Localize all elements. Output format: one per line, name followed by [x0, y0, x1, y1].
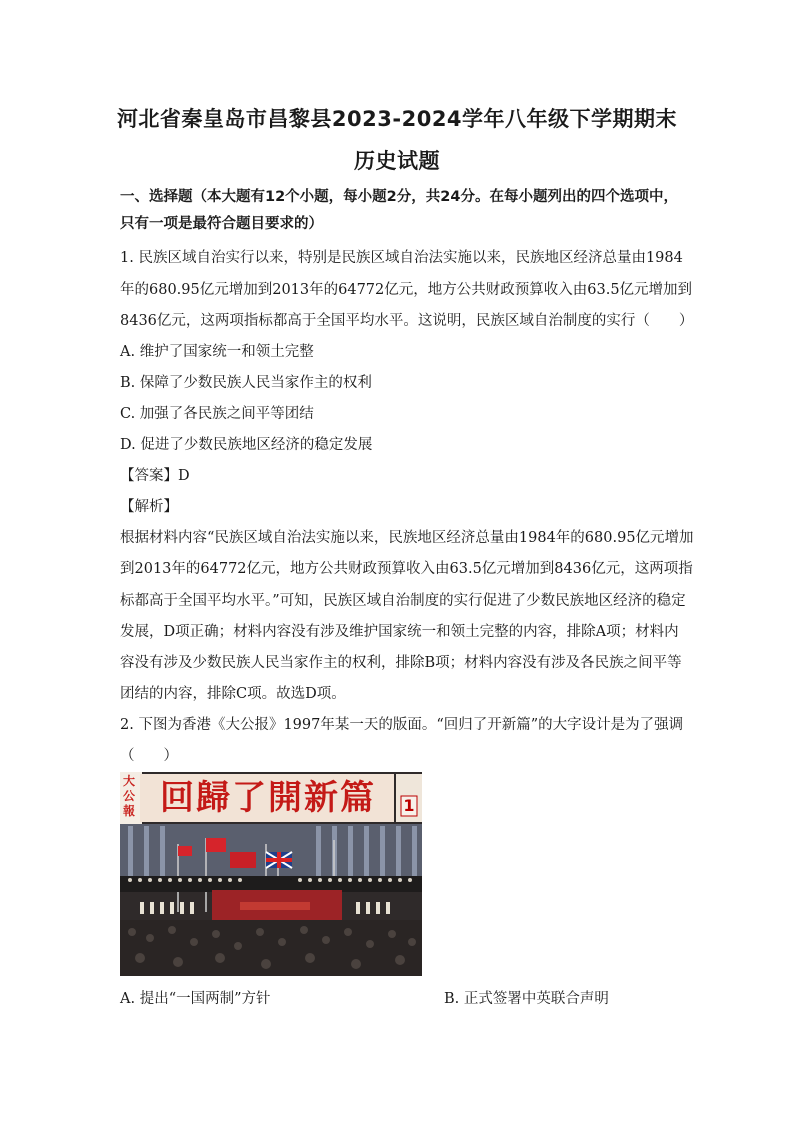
- q1-analysis-label: 【解析】: [120, 499, 178, 515]
- q2-stem-line-2: （ ）: [120, 748, 178, 764]
- q1-analysis-line-5: 容没有涉及少数民族人民当家作主的权利，排除B项；材料内容没有涉及各民族之间平等: [120, 655, 682, 671]
- q1-answer: 【答案】D: [120, 468, 190, 484]
- q1-option-b: B. 保障了少数民族人民当家作主的权利: [120, 375, 372, 391]
- photo-headline: 回歸了開新篇: [160, 778, 376, 818]
- q1-stem-line-3: 8436亿元，这两项指标都高于全国平均水平。这说明，民族区域自治制度的实行（ ）: [120, 313, 694, 329]
- q1-analysis-line-3: 标都高于全国平均水平。”可知，民族区域自治制度的实行促进了少数民族地区经济的稳定: [120, 593, 686, 609]
- photo-corner-number: 1: [403, 796, 415, 815]
- title-line-1: 河北省秦皇岛市昌黎县2023-2024学年八年级下学期期末: [116, 107, 678, 131]
- section-heading: [120, 184, 680, 238]
- q1-option-a: A. 维护了国家统一和领土完整: [120, 344, 314, 360]
- q2-option-b: B. 正式签署中英联合声明: [444, 991, 609, 1007]
- section-heading-line-1: 一、选择题（本大题有12个小题，每小题2分，共24分。在每小题列出的四个选项中，: [120, 189, 678, 205]
- section-heading-line-2: 只有一项是最符合题目要求的）: [120, 216, 323, 232]
- q1-stem-line-2: 年的680.95亿元增加到2013年的64772亿元，地方公共财政预算收入由63.5亿元增加到: [120, 282, 693, 298]
- q1-analysis-line-1: 根据材料内容“民族区域自治法实施以来，民族地区经济总量由1984年的680.95亿元增加: [120, 530, 694, 546]
- newspaper-photo: [120, 772, 422, 976]
- q1-option-d: D. 促进了少数民族地区经济的稳定发展: [120, 437, 373, 453]
- q1-analysis-line-2: 到2013年的64772亿元，地方公共财政预算收入由63.5亿元增加到8436亿元，这两项指: [120, 561, 693, 577]
- q1-option-c: C. 加强了各民族之间平等团结: [120, 406, 314, 422]
- q2-stem-line-1: 2. 下图为香港《大公报》1997年某一天的版面。“回归了开新篇”的大字设计是为了强调: [120, 717, 684, 733]
- q1-stem-line-1: 1. 民族区域自治实行以来，特别是民族区域自治法实施以来，民族地区经济总量由1984: [120, 250, 683, 266]
- q1-analysis-line-4: 发展，D项正确；材料内容没有涉及维护国家统一和领土完整的内容，排除A项；材料内: [120, 624, 679, 640]
- title-line-2: 历史试题: [354, 149, 440, 173]
- q2-option-a: A. 提出“一国两制”方针: [120, 991, 271, 1007]
- q1-analysis-line-6: 团结的内容，排除C项。故选D项。: [120, 686, 346, 702]
- photo-masthead: 大公報: [123, 774, 136, 818]
